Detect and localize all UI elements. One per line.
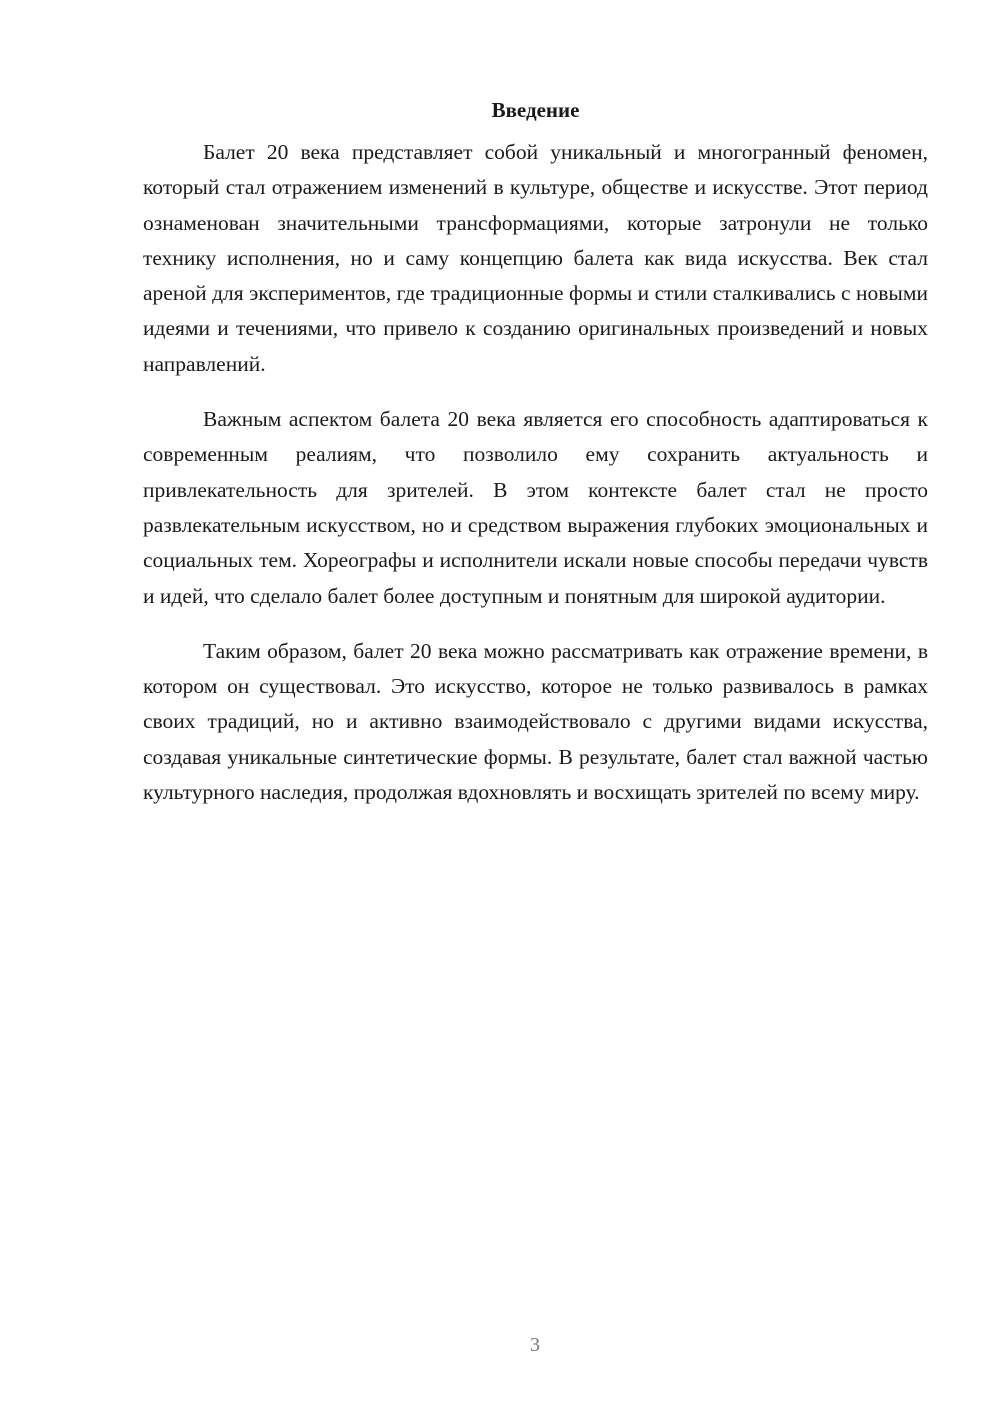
page-number: 3 (530, 1334, 540, 1356)
section-title: Введение (491, 98, 580, 122)
page-content (143, 95, 928, 830)
paragraph-2: Важным аспектом балета 20 века является его способность адаптироваться к современным реалиям, что позволило ему сохранить актуальность и привлекательность для зрителей. В этом контексте балет стал не просто развлекательным искусством, но и средством выражения глубоких эмоциональных и социальных тем. Хореографы и исполнители искали новые способы передачи чувств и идей, что сделало балет более доступным и понятным для широкой аудитории. (143, 407, 928, 608)
paragraph-3: Таким образом, балет 20 века можно рассматривать как отражение времени, в котором он существовал. Это искусство, которое не только развивалось в рамках своих традиций, но и активно взаимодействовало с другими видами искусства, создавая уникальные синтетические формы. В результате, балет стал важной частью культурного наследия, продолжая вдохновлять и восхищать зрителей по всему миру. (143, 638, 928, 805)
paragraph-1: Балет 20 века представляет собой уникальный и многогранный феномен, который стал отражением изменений в культуре, обществе и искусстве. Этот период ознаменован значительными трансформациями, которые затронули не только технику исполнения, но и саму концепцию балета как вида искусства. Век стал ареной для экспериментов, где традиционные формы и стили сталкивались с новыми идеями и течениями, что привело к созданию оригинальных произведений и новых направлений. (143, 140, 928, 376)
